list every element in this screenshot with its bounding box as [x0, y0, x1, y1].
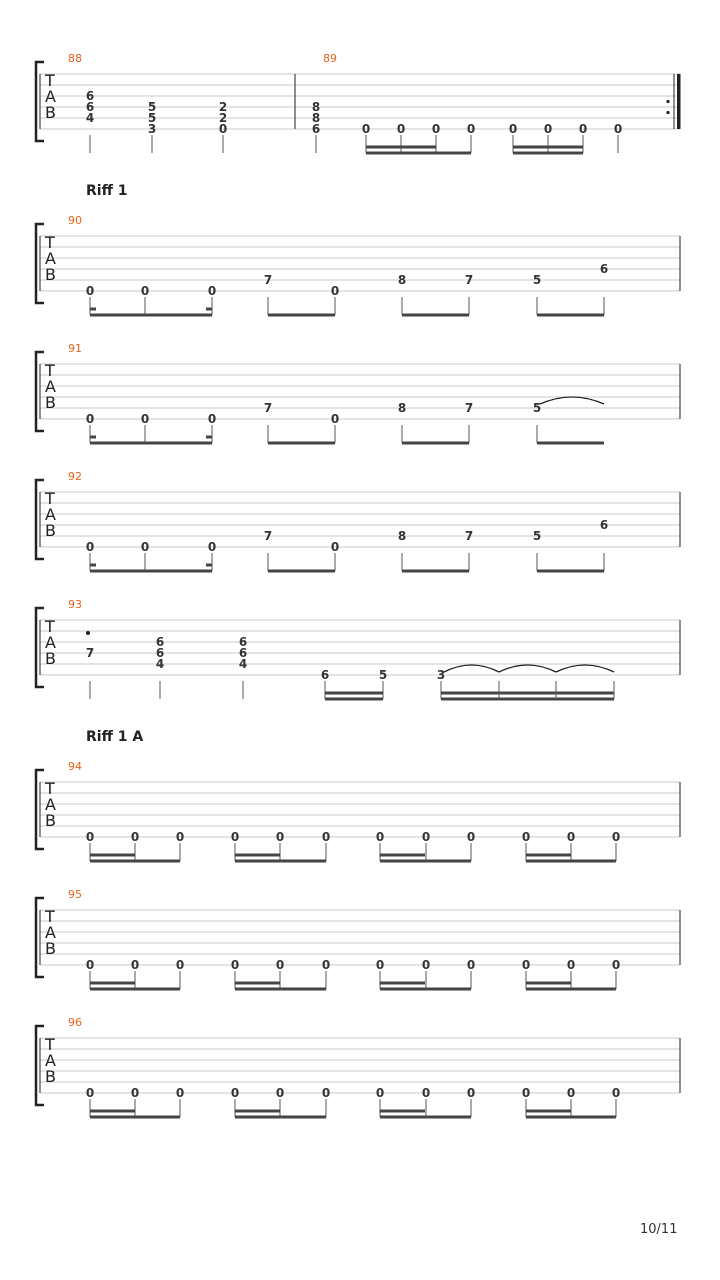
fret-number: 0: [521, 1086, 531, 1100]
fret-number: 6: [85, 100, 95, 114]
fret-number: 6: [599, 262, 609, 276]
fret-number: 0: [330, 540, 340, 554]
fret-number: 6: [320, 668, 330, 682]
fret-number: 0: [230, 830, 240, 844]
fret-number: 7: [263, 273, 273, 287]
repeat-end-bar: [677, 74, 681, 129]
measure-number: 88: [68, 52, 82, 65]
fret-number: 0: [275, 830, 285, 844]
fret-number: 0: [130, 1086, 140, 1100]
tab-clef-letter: A: [45, 249, 56, 268]
fret-number: 0: [85, 958, 95, 972]
tab-clef-letter: T: [45, 361, 55, 380]
fret-number: 0: [207, 284, 217, 298]
fret-number: 0: [508, 122, 518, 136]
measure-number: 90: [68, 214, 82, 227]
tab-clef-letter: A: [45, 505, 56, 524]
fret-number: 0: [330, 284, 340, 298]
tab-clef-letter: B: [45, 649, 56, 668]
fret-number: 6: [155, 635, 165, 649]
fret-number: 0: [361, 122, 371, 136]
tab-clef-letter: B: [45, 811, 56, 830]
fret-number: 8: [397, 529, 407, 543]
fret-number: 0: [218, 122, 228, 136]
fret-number: 3: [147, 122, 157, 136]
fret-number: 0: [140, 412, 150, 426]
measure-number: 95: [68, 888, 82, 901]
tab-clef-letter: T: [45, 617, 55, 636]
measure-number: 94: [68, 760, 82, 773]
fret-number: 0: [375, 958, 385, 972]
tab-clef-letter: A: [45, 633, 56, 652]
fret-number: 0: [566, 958, 576, 972]
fret-number: 0: [140, 540, 150, 554]
tab-clef-letter: T: [45, 1035, 55, 1054]
fret-number: 0: [466, 122, 476, 136]
fret-number: 0: [130, 958, 140, 972]
tab-clef-letter: T: [45, 71, 55, 90]
fret-number: 0: [611, 830, 621, 844]
tie: [499, 665, 556, 672]
fret-number: 0: [207, 540, 217, 554]
fret-number: 0: [130, 830, 140, 844]
tab-clef-letter: B: [45, 939, 56, 958]
fret-number: 0: [521, 958, 531, 972]
tab-clef-letter: A: [45, 87, 56, 106]
fret-number: 7: [85, 646, 95, 660]
fret-number: 6: [238, 646, 248, 660]
fret-number: 8: [397, 273, 407, 287]
fret-number: 0: [175, 958, 185, 972]
fret-number: 0: [140, 284, 150, 298]
fret-number: 0: [85, 284, 95, 298]
tab-clef-letter: T: [45, 233, 55, 252]
fret-number: 0: [421, 958, 431, 972]
fret-number: 6: [311, 122, 321, 136]
fret-number: 0: [466, 958, 476, 972]
fret-number: 4: [85, 111, 95, 125]
fret-number: 8: [397, 401, 407, 415]
section-label: Riff 1 A: [86, 729, 144, 745]
fret-number: 4: [155, 657, 165, 671]
fret-number: 8: [311, 111, 321, 125]
fret-number: 6: [155, 646, 165, 660]
fret-number: 5: [532, 273, 542, 287]
fret-number: 5: [147, 100, 157, 114]
tab-clef-letter: A: [45, 795, 56, 814]
fret-number: 4: [238, 657, 248, 671]
fret-number: 0: [175, 830, 185, 844]
repeat-dot: [666, 100, 669, 103]
tab-clef-letter: T: [45, 907, 55, 926]
fret-number: 0: [375, 1086, 385, 1100]
tab-clef-letter: A: [45, 1051, 56, 1070]
measure-number: 89: [323, 52, 337, 65]
fret-number: 6: [85, 89, 95, 103]
fret-number: 0: [611, 958, 621, 972]
staccato-dot: [86, 631, 90, 635]
fret-number: 0: [466, 1086, 476, 1100]
fret-number: 0: [396, 122, 406, 136]
tab-clef-letter: B: [45, 393, 56, 412]
fret-number: 0: [613, 122, 623, 136]
fret-number: 0: [321, 958, 331, 972]
fret-number: 0: [421, 830, 431, 844]
fret-number: 7: [263, 529, 273, 543]
fret-number: 5: [532, 529, 542, 543]
fret-number: 0: [275, 958, 285, 972]
fret-number: 2: [218, 100, 228, 114]
tie: [444, 665, 499, 672]
fret-number: 0: [330, 412, 340, 426]
fret-number: 7: [464, 273, 474, 287]
fret-number: 5: [147, 111, 157, 125]
fret-number: 0: [543, 122, 553, 136]
fret-number: 0: [85, 540, 95, 554]
tab-clef-letter: A: [45, 923, 56, 942]
fret-number: 6: [238, 635, 248, 649]
measure-number: 93: [68, 598, 82, 611]
fret-number: 0: [230, 958, 240, 972]
fret-number: 0: [611, 1086, 621, 1100]
tab-clef-letter: A: [45, 377, 56, 396]
fret-number: 0: [566, 1086, 576, 1100]
fret-number: 5: [532, 401, 542, 415]
measure-number: 91: [68, 342, 82, 355]
tab-clef-letter: B: [45, 521, 56, 540]
fret-number: 0: [230, 1086, 240, 1100]
fret-number: 0: [431, 122, 441, 136]
fret-number: 0: [275, 1086, 285, 1100]
section-label: Riff 1: [86, 183, 128, 199]
fret-number: 8: [311, 100, 321, 114]
tab-clef-letter: B: [45, 103, 56, 122]
tie: [556, 665, 614, 672]
fret-number: 0: [566, 830, 576, 844]
fret-number: 0: [466, 830, 476, 844]
measure-number: 96: [68, 1016, 82, 1029]
fret-number: 6: [599, 518, 609, 532]
fret-number: 0: [207, 412, 217, 426]
tab-clef-letter: B: [45, 265, 56, 284]
fret-number: 5: [378, 668, 388, 682]
fret-number: 0: [375, 830, 385, 844]
tie: [540, 397, 604, 404]
measure-number: 92: [68, 470, 82, 483]
fret-number: 0: [321, 830, 331, 844]
tab-clef-letter: B: [45, 1067, 56, 1086]
tab-clef-letter: T: [45, 779, 55, 798]
fret-number: 0: [175, 1086, 185, 1100]
fret-number: 0: [85, 830, 95, 844]
fret-number: 7: [464, 529, 474, 543]
fret-number: 7: [263, 401, 273, 415]
repeat-dot: [666, 111, 669, 114]
fret-number: 0: [521, 830, 531, 844]
page-number: 10/11: [640, 1222, 678, 1237]
fret-number: 2: [218, 111, 228, 125]
fret-number: 3: [436, 668, 446, 682]
fret-number: 0: [85, 1086, 95, 1100]
fret-number: 0: [321, 1086, 331, 1100]
fret-number: 0: [85, 412, 95, 426]
fret-number: 0: [421, 1086, 431, 1100]
tab-clef-letter: T: [45, 489, 55, 508]
fret-number: 0: [578, 122, 588, 136]
fret-number: 7: [464, 401, 474, 415]
